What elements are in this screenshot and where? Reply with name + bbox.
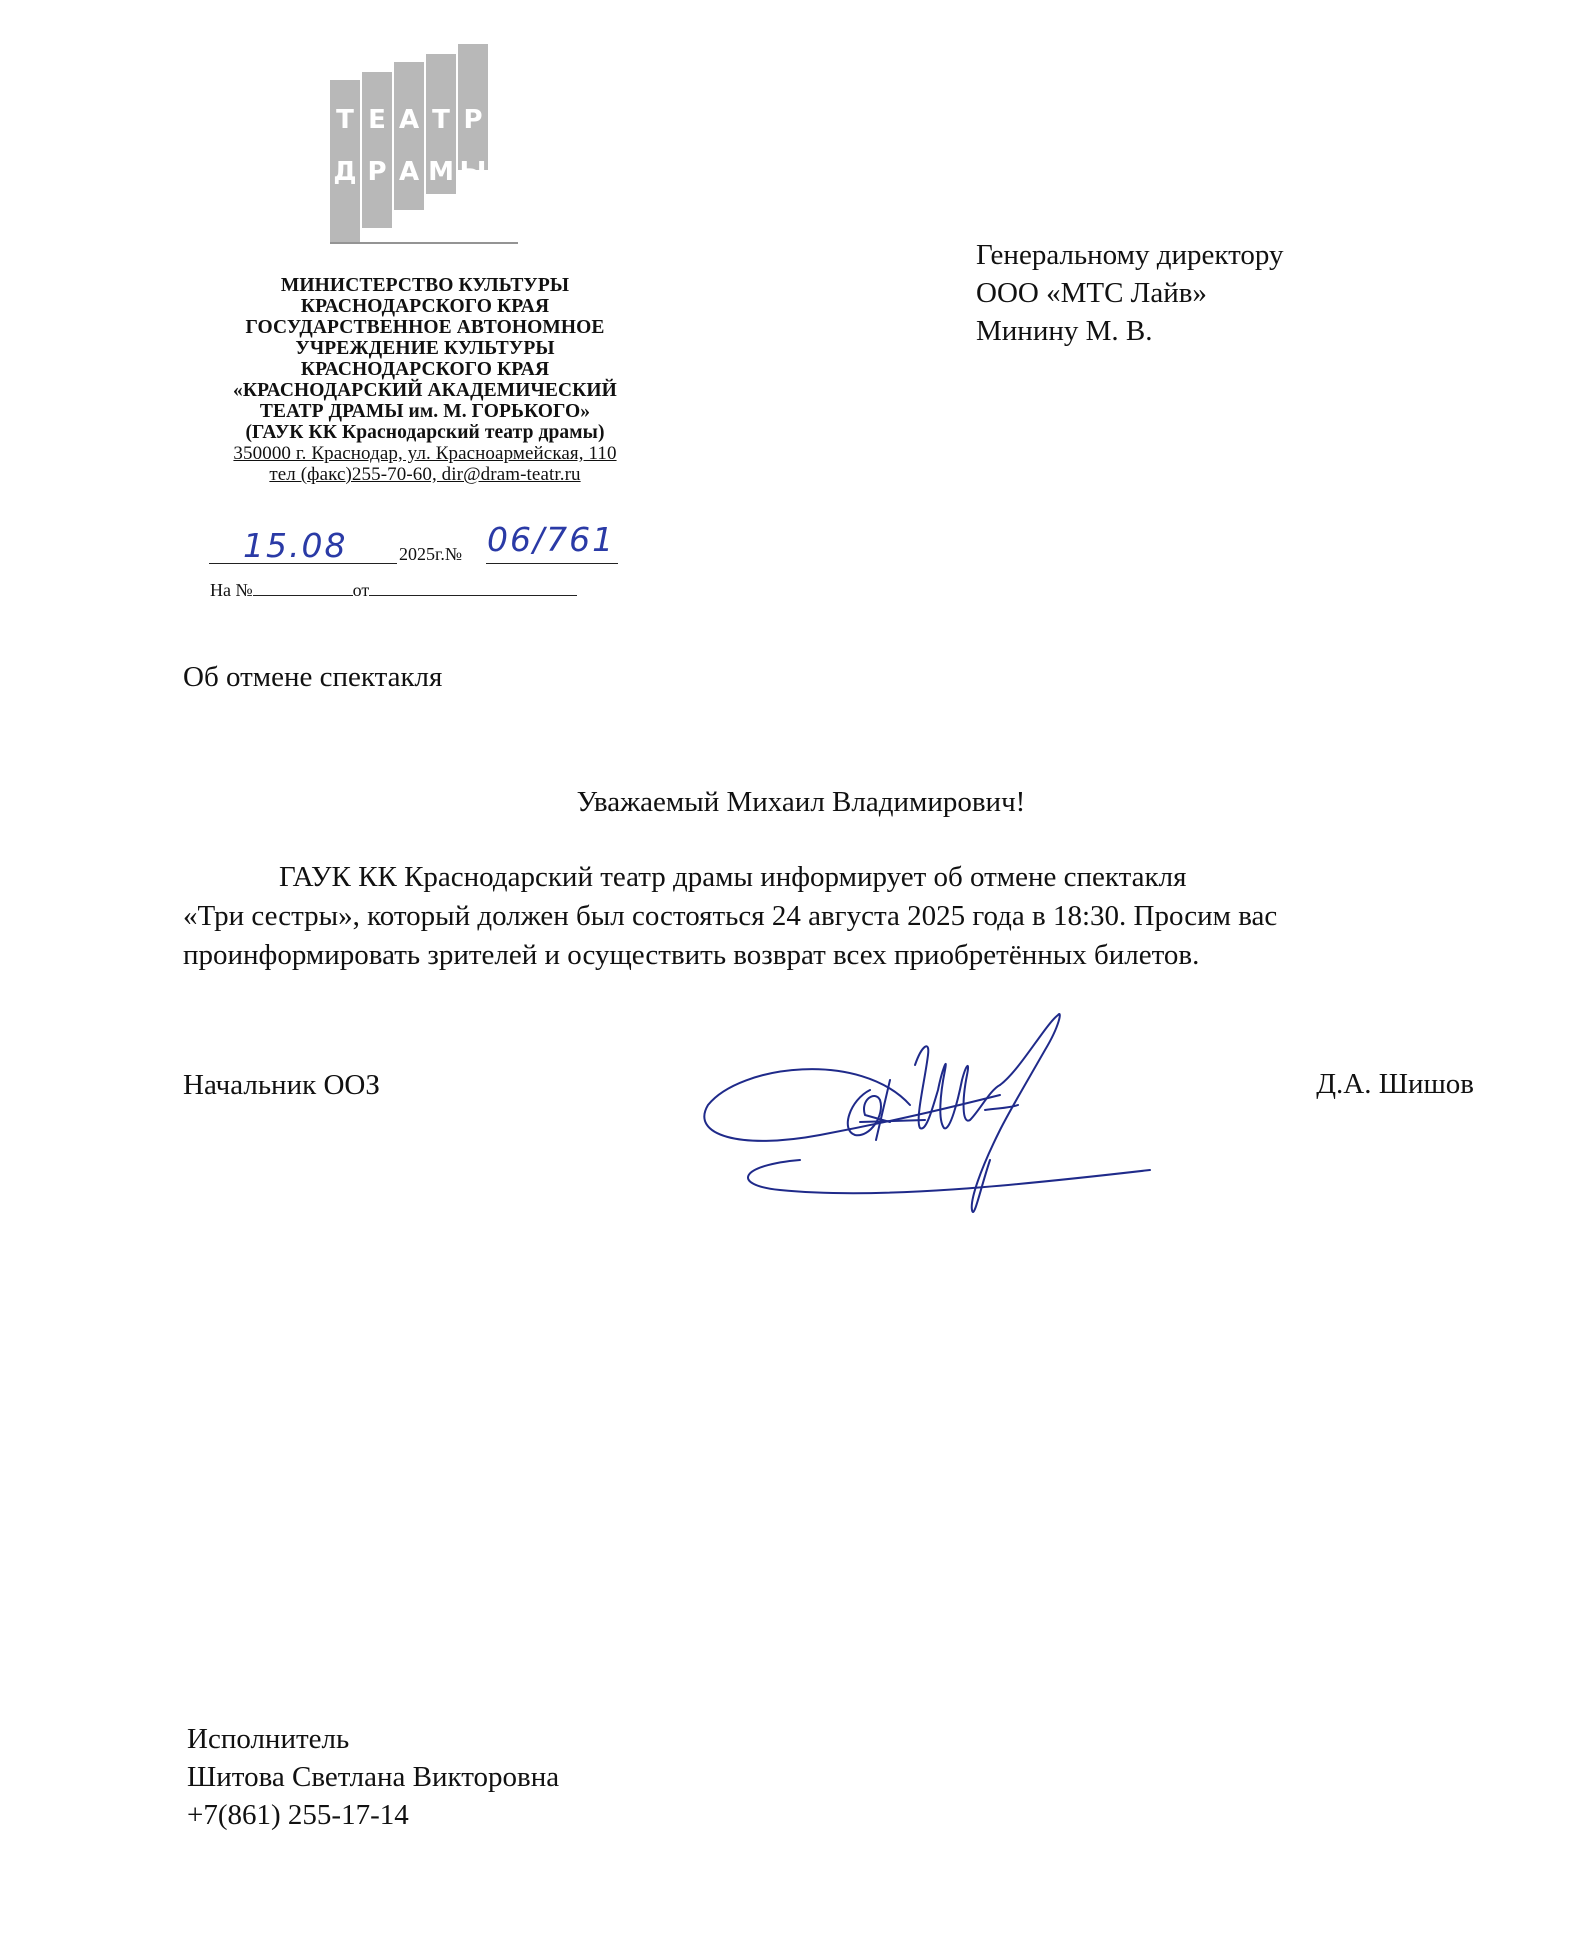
- sender-line: КРАСНОДАРСКОГО КРАЯ: [300, 296, 550, 317]
- logo-letter: А: [398, 105, 420, 135]
- letter-greeting: Уважаемый Михаил Владимирович!: [576, 786, 1026, 818]
- theatre-logo-graphic: [330, 44, 526, 244]
- sender-contacts: тел (факс)255-70-60, dir@dram-teatr.ru: [269, 464, 581, 485]
- ref-number-blank: [253, 581, 353, 596]
- handwritten-signature: [700, 1010, 1200, 1230]
- sender-address: 350000 г. Краснодар, ул. Красноармейская, 110: [233, 443, 617, 464]
- sender-header: [190, 275, 660, 485]
- registration-year-label: 2025г.№: [399, 544, 463, 564]
- theatre-logo: [330, 44, 526, 244]
- recipient-line: ООО «МТС Лайв»: [976, 277, 1207, 309]
- letter-body: [183, 858, 1483, 975]
- body-line: проинформировать зрителей и осуществить возврат всех приобретённых билетов.: [183, 939, 1200, 971]
- signer-name: Д.А. Шишов: [1316, 1068, 1474, 1100]
- logo-letter: А: [398, 157, 420, 187]
- recipient-line: Генеральному директору: [976, 239, 1284, 271]
- executor-label: Исполнитель: [187, 1723, 350, 1755]
- logo-letter: Т: [336, 105, 354, 135]
- number-underline: [486, 563, 618, 564]
- sender-line: ГОСУДАРСТВЕННОЕ АВТОНОМНОЕ: [245, 317, 605, 338]
- logo-letter: Р: [463, 105, 483, 135]
- body-line: «Три сестры», который должен был состояться 24 августа 2025 года в 18:30. Просим вас: [183, 900, 1278, 932]
- executor-name: Шитова Светлана Викторовна: [187, 1761, 560, 1793]
- logo-letter: Т: [432, 105, 450, 135]
- letter-subject: Об отмене спектакля: [183, 661, 443, 693]
- from-label: от: [352, 580, 370, 600]
- recipient-line: Минину М. В.: [976, 315, 1153, 347]
- ref-label: На №: [210, 580, 253, 600]
- recipient-block: [976, 236, 1283, 350]
- logo-letter: Е: [368, 105, 386, 135]
- logo-letter: М: [428, 157, 454, 187]
- registration-date: 15.08: [243, 526, 348, 565]
- ref-date-blank: [369, 581, 577, 596]
- registration-number: 06/761: [487, 520, 616, 559]
- executor-block: [187, 1720, 559, 1834]
- signature-graphic: [700, 1010, 1200, 1230]
- sender-line: ТЕАТР ДРАМЫ им. М. ГОРЬКОГО»: [259, 401, 591, 422]
- reference-line: [210, 580, 577, 601]
- sender-line: «КРАСНОДАРСКИЙ АКАДЕМИЧЕСКИЙ: [233, 380, 617, 401]
- sender-line: (ГАУК КК Краснодарский театр драмы): [245, 422, 605, 443]
- logo-letter: Д: [333, 157, 357, 187]
- registration-line: [205, 520, 625, 574]
- body-line: ГАУК КК Краснодарский театр драмы информирует об отмене спектакля: [279, 861, 1187, 893]
- sender-line: КРАСНОДАРСКОГО КРАЯ: [300, 359, 550, 380]
- executor-phone: +7(861) 255-17-14: [187, 1799, 409, 1831]
- logo-letter: Р: [367, 157, 387, 187]
- logo-letter: Ы: [459, 157, 487, 187]
- signer-position: Начальник ООЗ: [183, 1069, 380, 1101]
- sender-line: УЧРЕЖДЕНИЕ КУЛЬТУРЫ: [295, 338, 555, 359]
- sender-line: МИНИСТЕРСТВО КУЛЬТУРЫ: [280, 275, 570, 296]
